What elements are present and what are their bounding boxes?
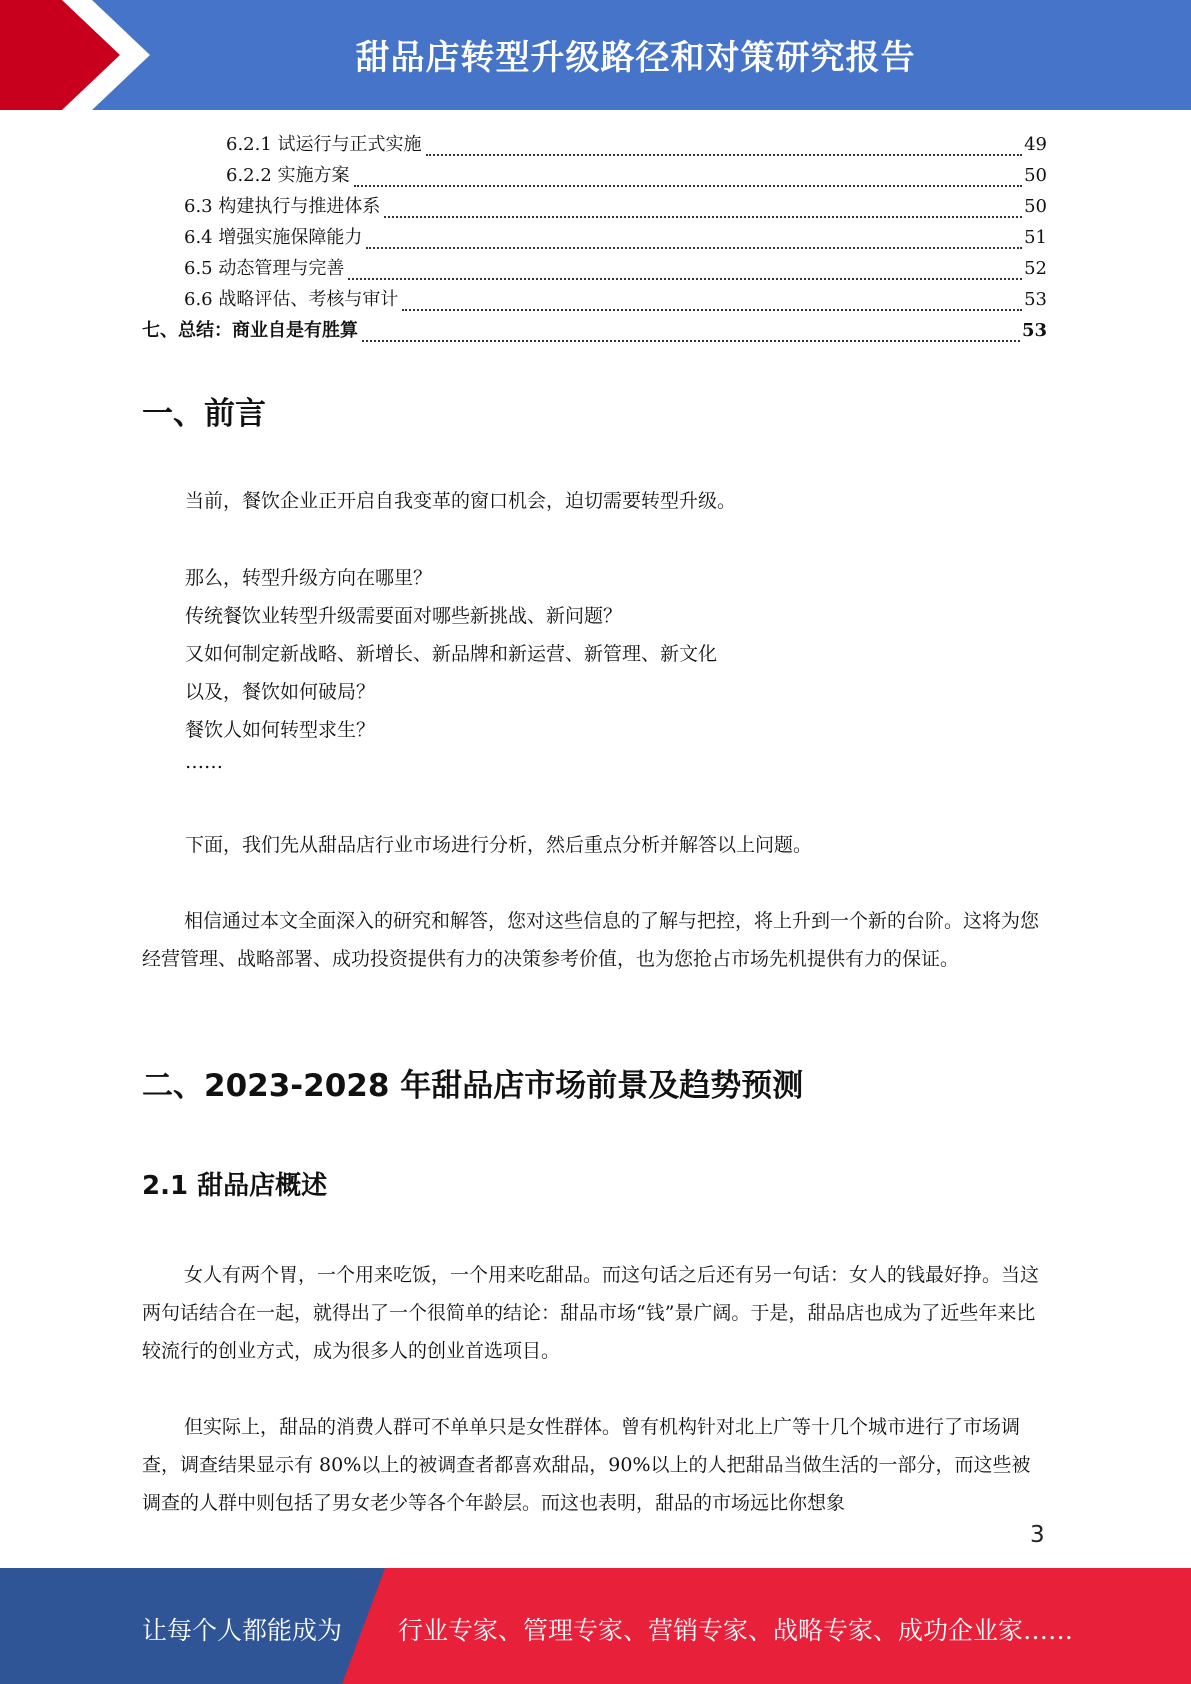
toc-leader-dots [362, 340, 1020, 342]
section-heading-market: 二、2023-2028 年甜品店市场前景及趋势预测 [142, 1068, 804, 1104]
toc-leader-dots [402, 309, 1022, 311]
section-heading-preface: 一、前言 [142, 396, 266, 432]
preface-paragraph-1: 当前，餐饮企业正开启自我变革的窗口机会，迫切需要转型升级。 [185, 490, 737, 512]
toc-entry-label: 6.2.2 实施方案 [226, 165, 350, 186]
toc-leader-dots [348, 278, 1022, 280]
toc-entry[interactable] [142, 316, 1047, 347]
toc-entry[interactable] [142, 223, 1047, 254]
toc-entry[interactable] [142, 130, 1047, 161]
preface-question-2: 传统餐饮业转型升级需要面对哪些新挑战、新问题？ [185, 605, 623, 627]
footer-slogan-left: 让每个人都能成为 [142, 1616, 343, 1645]
subsection-heading-overview: 2.1 甜品店概述 [142, 1171, 328, 1201]
toc-leader-dots [384, 216, 1022, 218]
toc-entry-label: 6.4 增强实施保障能力 [184, 227, 363, 248]
toc-entry-label: 6.2.1 试运行与正式实施 [226, 134, 422, 155]
toc-entry[interactable] [142, 192, 1047, 223]
preface-paragraph-2: 下面，我们先从甜品店行业市场进行分析，然后重点分析并解答以上问题。 [185, 834, 813, 856]
toc-entry-page: 52 [1024, 258, 1047, 279]
overview-paragraph-2: 但实际上，甜品的消费人群可不单单只是女性群体。曾有机构针对北上广等十几个城市进行了市场调查，调查结果显示有 80%以上的被调查者都喜欢甜品，90%以上的人把甜品当做生活的一部分，而这些被调查的人群中则包括了男女老少等各个年龄层。而这也表明，甜品的市场远比你想象 [142, 1416, 1031, 1514]
toc-entry[interactable] [142, 285, 1047, 316]
toc-leader-dots [366, 247, 1022, 249]
toc-entry-page: 53 [1021, 320, 1047, 341]
toc-entry-label: 七、总结：商业自是有胜算 [142, 320, 358, 341]
preface-question-5: 餐饮人如何转型求生？ [185, 719, 376, 741]
toc-entry-label: 6.6 战略评估、考核与审计 [184, 289, 399, 310]
footer-slogan-right: 行业专家、管理专家、营销专家、战略专家、成功企业家…… [398, 1616, 1074, 1645]
toc-entry-label: 6.3 构建执行与推进体系 [184, 196, 381, 217]
toc-entry-page: 50 [1024, 165, 1047, 186]
toc-entry-page: 49 [1024, 134, 1047, 155]
toc-leader-dots [426, 154, 1023, 156]
preface-question-4: 以及，餐饮如何破局？ [185, 681, 376, 703]
preface-paragraph-3: 相信通过本文全面深入的研究和解答，您对这些信息的了解与把控，将上升到一个新的台阶。这将为您经营管理、战略部署、成功投资提供有力的决策参考价值，也为您抢占市场先机提供有力的保证。 [142, 910, 1040, 970]
preface-ellipsis: …… [185, 751, 223, 773]
page-number: 3 [1030, 1522, 1045, 1548]
toc-entry-label: 6.5 动态管理与完善 [184, 258, 345, 279]
toc-entry[interactable] [142, 161, 1047, 192]
page-footer [0, 1568, 1191, 1684]
toc-entry-page: 50 [1024, 196, 1047, 217]
toc-entry-page: 53 [1024, 289, 1047, 310]
toc-entry[interactable] [142, 254, 1047, 285]
preface-question-1: 那么，转型升级方向在哪里？ [185, 567, 433, 589]
preface-question-3: 又如何制定新战略、新增长、新品牌和新运营、新管理、新文化 [185, 643, 718, 665]
toc-leader-dots [354, 185, 1023, 187]
header-title: 甜品店转型升级路径和对策研究报告 [355, 38, 916, 78]
overview-paragraph-1: 女人有两个胃，一个用来吃饭，一个用来吃甜品。而这句话之后还有另一句话：女人的钱最好挣。当这两句话结合在一起，就得出了一个很简单的结论：甜品市场“钱”景广阔。于是，甜品店也成为了近些年来比较流行的创业方式，成为很多人的创业首选项目。 [142, 1264, 1040, 1362]
toc-entry-page: 51 [1024, 227, 1047, 248]
page-header [0, 0, 1191, 110]
table-of-contents [142, 130, 1047, 347]
